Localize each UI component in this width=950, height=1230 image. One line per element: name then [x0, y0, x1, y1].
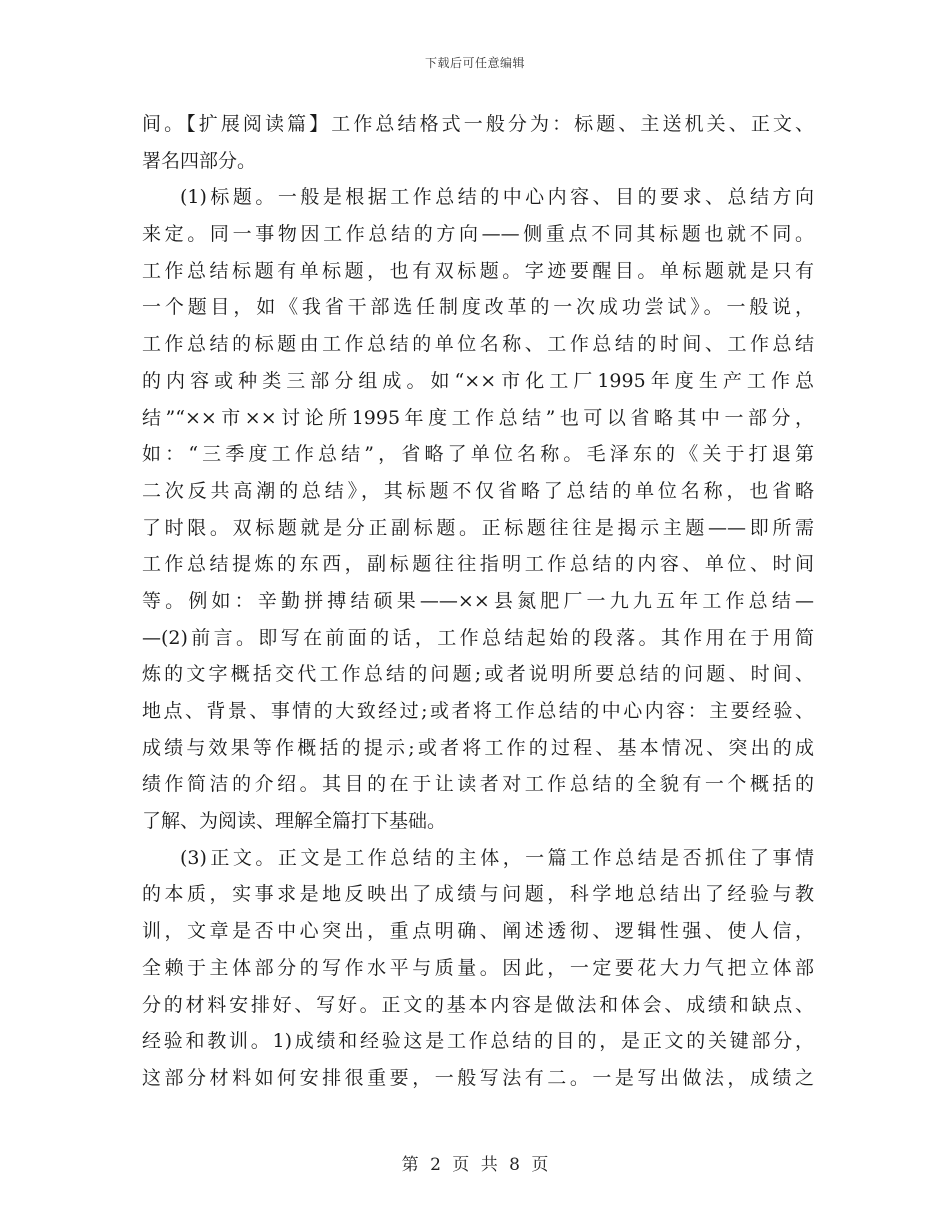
footer-total-prefix: 共	[480, 1155, 498, 1175]
footer-prefix: 第	[401, 1155, 419, 1175]
text-line: 如：“三季度工作总结”，省略了单位名称。毛泽东的《关于打退第	[142, 443, 814, 466]
text-line: 全赖于主体部分的写作水平与质量。因此，一定要花大力气把立体部	[142, 956, 814, 979]
text-line: (1)标题。一般是根据工作总结的中心内容、目的要求、总结方向	[180, 186, 814, 209]
page-footer	[0, 1150, 950, 1175]
text-line: 分的材料安排好、写好。正文的基本内容是做法和体会、成绩和缺点、	[142, 993, 814, 1016]
text-line: 的本质，实事求是地反映出了成绩与问题，科学地总结出了经验与教	[142, 883, 814, 906]
text-line: (3)正文。正文是工作总结的主体，一篇工作总结是否抓住了事情	[180, 846, 814, 869]
text-line: 一个题目，如《我省干部选任制度改革的一次成功尝试》。一般说，	[142, 296, 814, 319]
text-line: 成绩与效果等作概括的提示;或者将工作的过程、基本情况、突出的成	[142, 736, 814, 759]
text-line: 二次反共高潮的总结》，其标题不仅省略了总结的单位名称，也省略	[142, 479, 814, 502]
footer-total-unit: 页	[531, 1155, 549, 1175]
text-line: 来定。同一事物因工作总结的方向——侧重点不同其标题也就不同。	[142, 223, 814, 246]
text-line: 经验和教训。1)成绩和经验这是工作总结的目的，是正文的关键部分，	[142, 1030, 814, 1053]
current-page-number: 2	[430, 1155, 441, 1175]
text-line: 地点、背景、事情的大致经过;或者将工作总结的中心内容：主要经验、	[142, 700, 814, 722]
text-line: 工作总结的标题由工作总结的单位名称、工作总结的时间、工作总结	[142, 333, 814, 356]
text-line: 署名四部分。	[142, 149, 257, 172]
text-line: 绩作简洁的介绍。其目的在于让读者对工作总结的全貌有一个概括的	[142, 773, 814, 796]
text-line: 了解、为阅读、理解全篇打下基础。	[142, 810, 447, 833]
text-line: 炼的文字概括交代工作总结的问题;或者说明所要总结的问题、时间、	[142, 663, 814, 686]
text-line: 等。例如：辛勤拼搏结硕果——××县氮肥厂一九九五年工作总结—	[142, 589, 814, 612]
text-line: 工作总结标题有单标题，也有双标题。字迹要醒目。单标题就是只有	[142, 259, 814, 282]
text-line: 这部分材料如何安排很重要，一般写法有二。一是写出做法，成绩之	[142, 1066, 814, 1089]
text-line: 的内容或种类三部分组成。如“××市化工厂1995年度生产工作总	[142, 369, 814, 392]
page-header: 下载后可任意编辑	[424, 56, 525, 70]
text-line: —(2)前言。即写在前面的话，工作总结起始的段落。其作用在于用简	[142, 626, 814, 649]
total-page-count: 8	[509, 1155, 520, 1175]
footer-page-unit: 页	[452, 1155, 470, 1175]
text-line: 训，文章是否中心突出，重点明确、阐述透彻、逻辑性强、使人信，	[142, 920, 814, 943]
text-line: 工作总结提炼的东西，副标题往往指明工作总结的内容、单位、时间	[142, 553, 814, 576]
document-body	[142, 106, 814, 1097]
text-line: 了时限。双标题就是分正副标题。正标题往往是揭示主题——即所需	[142, 516, 814, 539]
text-line: 间。【扩展阅读篇】工作总结格式一般分为：标题、主送机关、正文、	[142, 113, 814, 135]
text-line: 结”“××市××讨论所1995年度工作总结”也可以省略其中一部分，	[142, 406, 814, 429]
